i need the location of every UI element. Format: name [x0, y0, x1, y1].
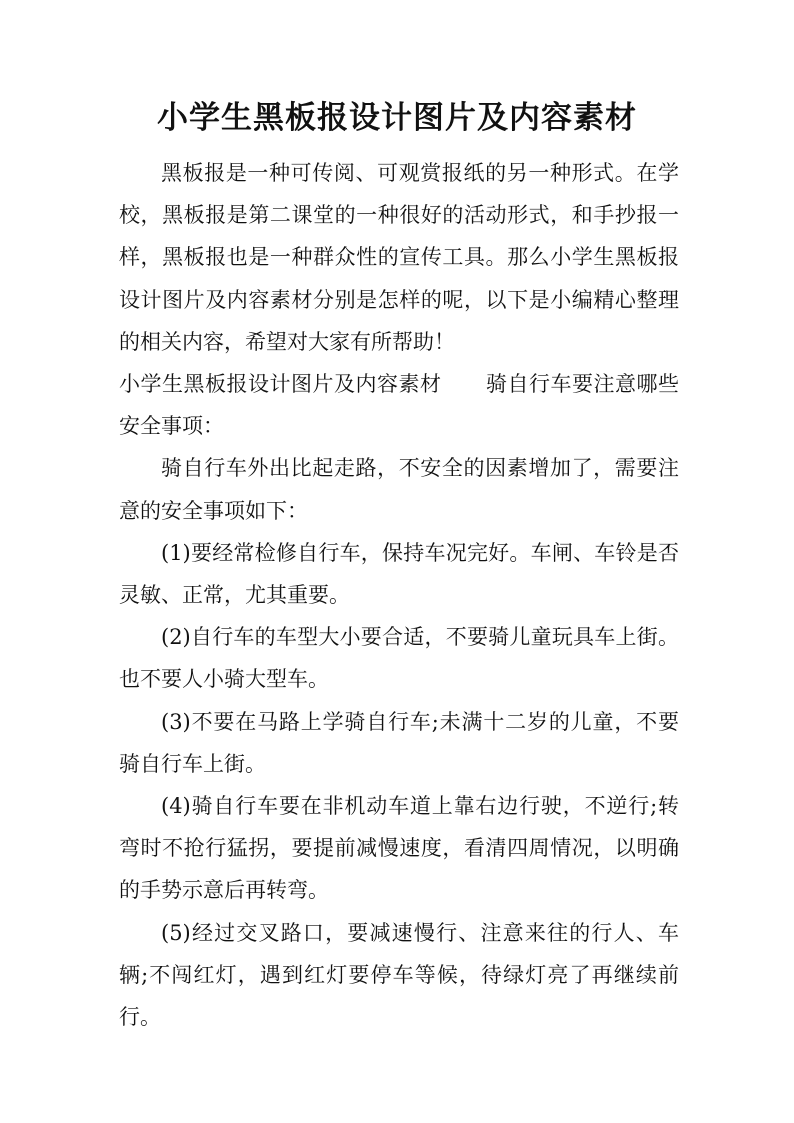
safety-item-4: (4)骑自行车要在非机动车道上靠右边行驶，不逆行;转弯时不抢行猛拐，要提前减慢速度，看清四周情况，以明确的手势示意后再转弯。	[119, 794, 679, 903]
document-body	[119, 152, 679, 1038]
safety-item-1: (1)要经常检修自行车，保持车况完好。车闸、车铃是否灵敏、正常，尤其重要。	[119, 540, 679, 608]
safety-item-2: (2)自行车的车型大小要合适，不要骑儿童玩具车上街。也不要人小骑大型车。	[119, 625, 679, 692]
section-heading-left: 小学生黑板报设计图片及内容素材	[119, 372, 442, 397]
document-title: 小学生黑板报设计图片及内容素材	[157, 100, 637, 136]
safety-item-3: (3)不要在马路上学骑自行车;未满十二岁的儿童，不要骑自行车上街。	[119, 709, 679, 776]
section-heading-right: 骑自行车要注意哪些安全事项：	[119, 372, 679, 439]
intro-paragraph: 黑板报是一种可传阅、可观赏报纸的另一种形式。在学校，黑板报是第二课堂的一种很好的活动形式，和手抄报一样，黑板报也是一种群众性的宣传工具。那么小学生黑板报设计图片及内容素材分别是怎样的呢，以下是小编精心整理的相关内容，希望对大家有所帮助！	[119, 161, 679, 354]
section-heading-line	[119, 363, 679, 447]
safety-intro-paragraph: 骑自行车外出比起走路，不安全的因素增加了，需要注意的安全事项如下：	[119, 456, 679, 523]
safety-item-5: (5)经过交叉路口，要减速慢行、注意来往的行人、车辆;不闯红灯，遇到红灯要停车等候，待绿灯亮了再继续前行。	[119, 920, 679, 1030]
